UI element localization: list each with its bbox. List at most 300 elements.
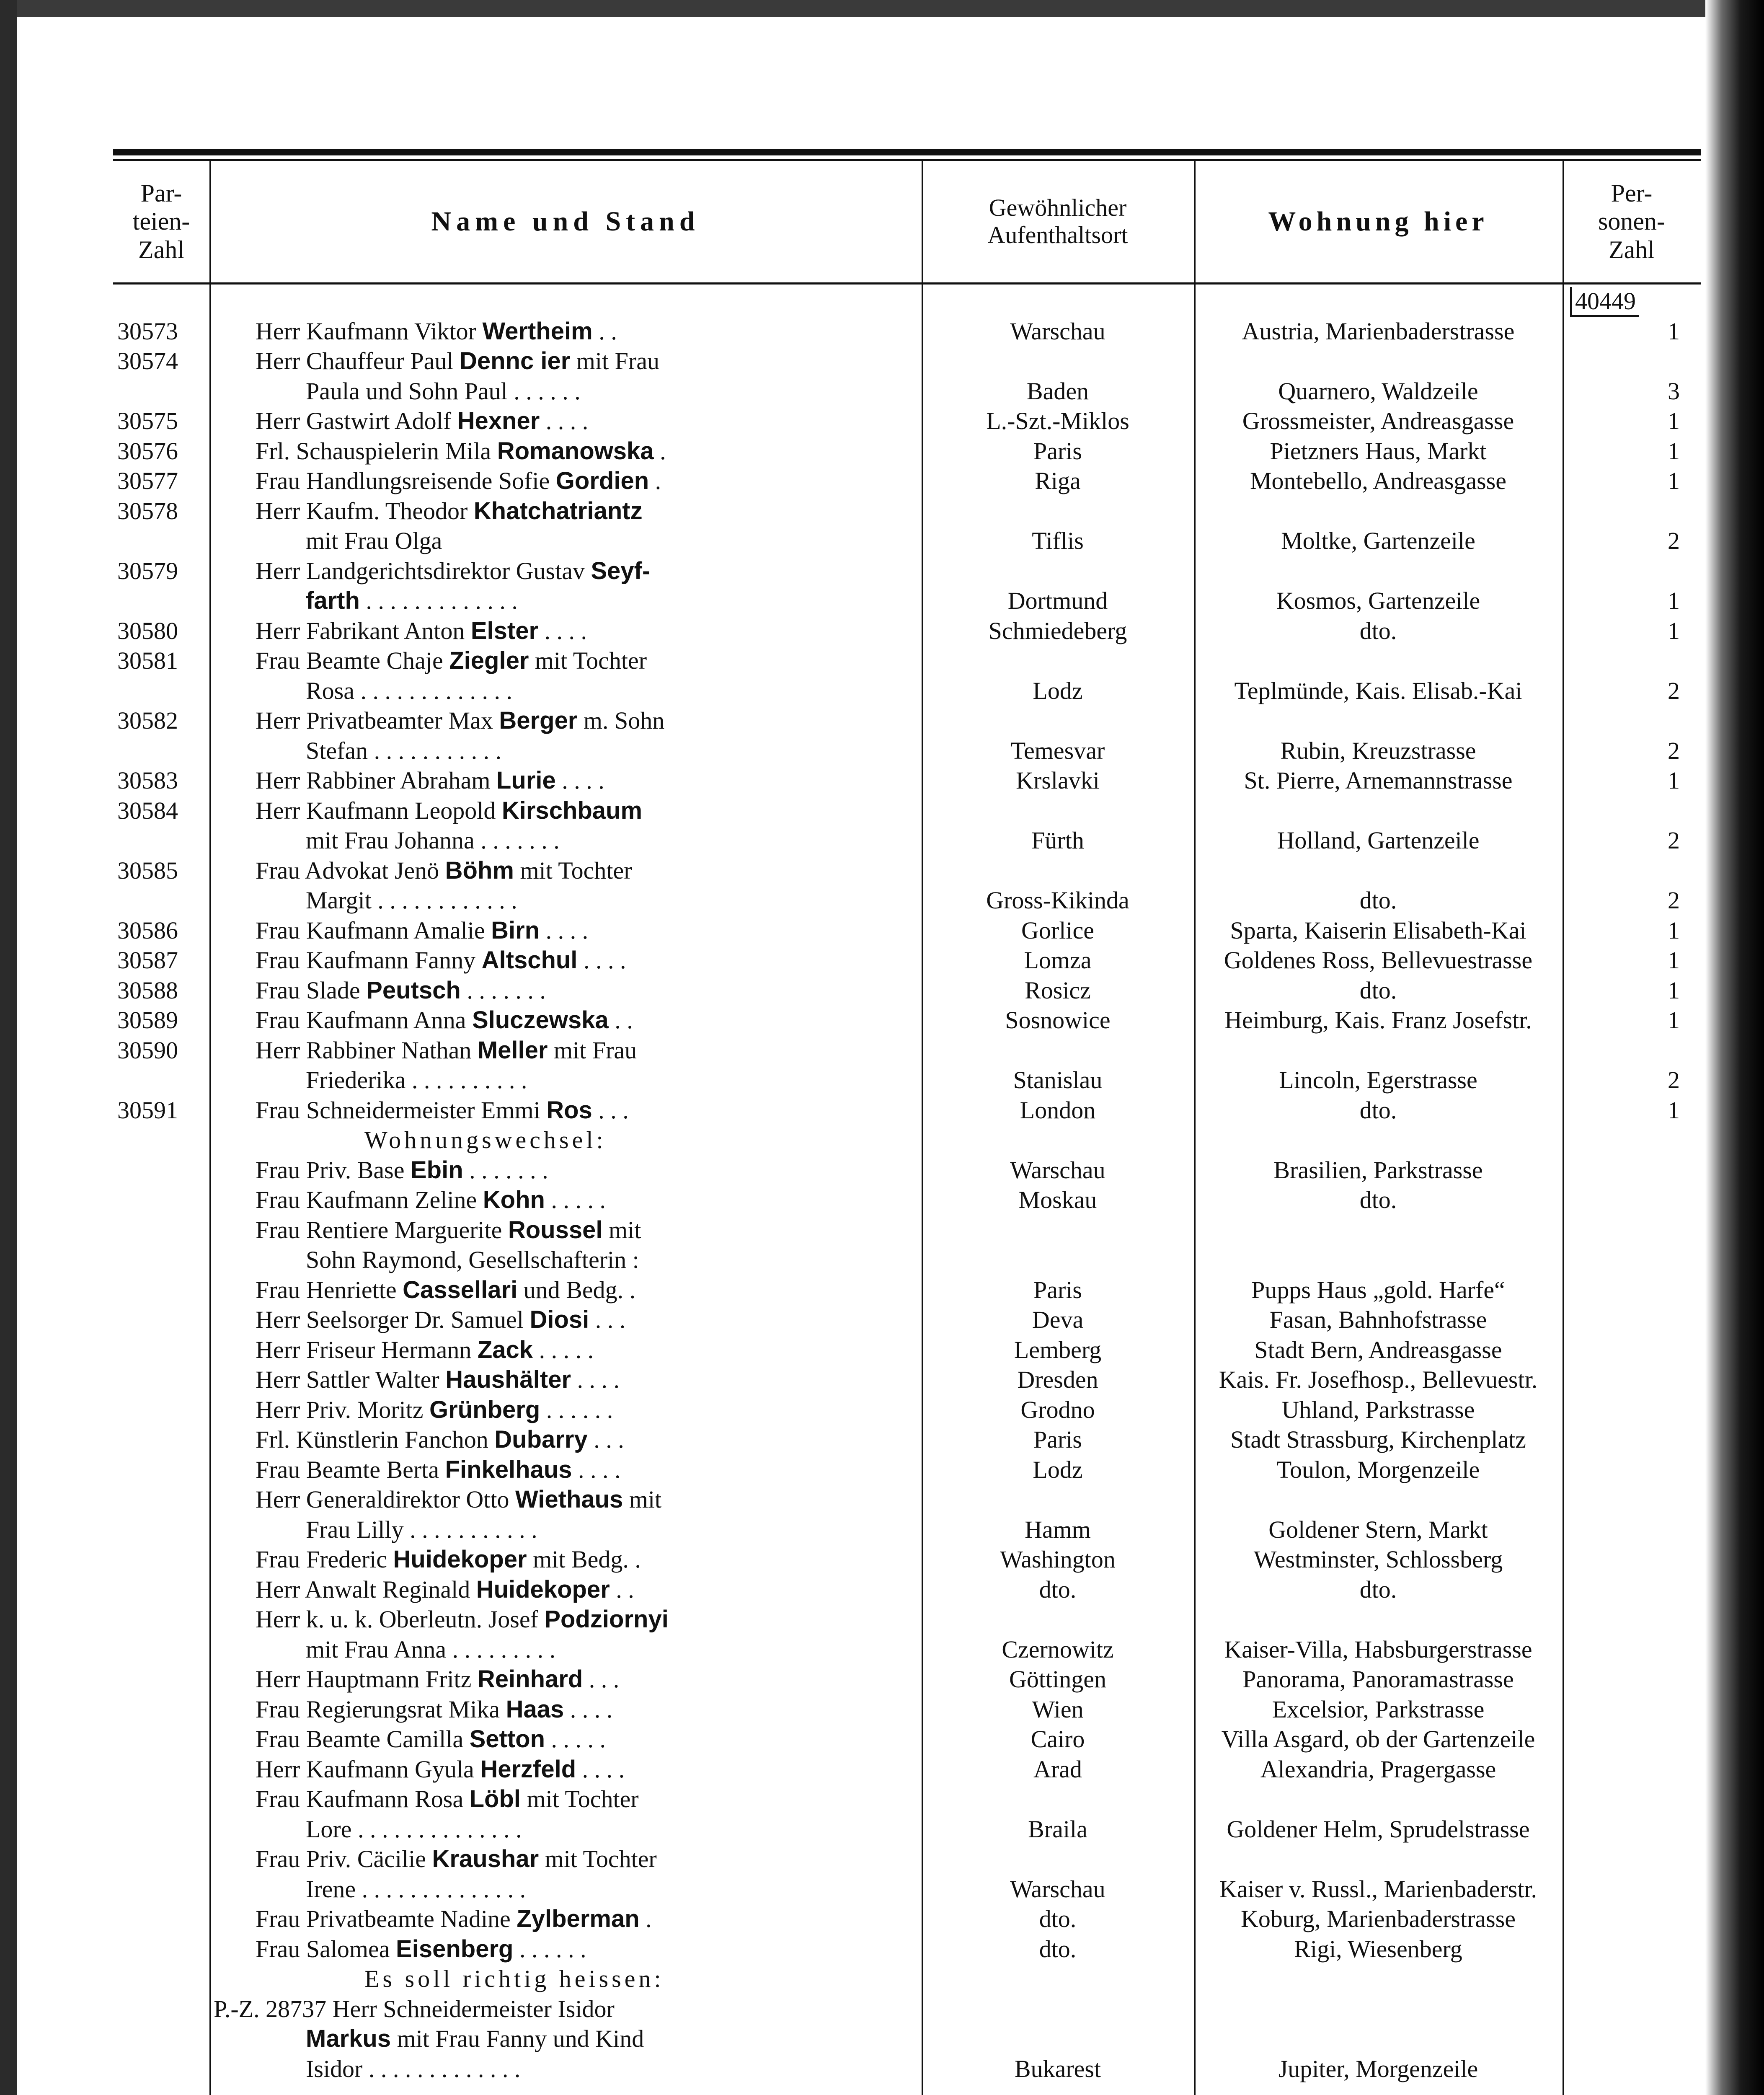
person-count: 1: [1668, 407, 1680, 435]
person-count: 2: [1668, 887, 1680, 914]
usual-residence: Dortmund: [1007, 587, 1108, 614]
table-row: [113, 734, 1701, 764]
table-row: [113, 1273, 1701, 1304]
lodging-address: Kosmos, Gartenzeile: [1276, 587, 1480, 614]
name-text: mit Frau Johanna . . . . . . .: [306, 827, 560, 854]
name-text: Frau Beamte Camilla: [256, 1725, 470, 1753]
name-text: Frau Regierungsrat Mika: [256, 1695, 506, 1723]
lodging-address: Pietzners Haus, Markt: [1270, 437, 1487, 465]
usual-residence: Riga: [1035, 467, 1081, 494]
person-count: 2: [1668, 527, 1680, 554]
name-text: Herr Privatbeamter Max: [256, 707, 499, 734]
lodging-address: Stadt Strassburg, Kirchenplatz: [1230, 1426, 1526, 1453]
name-and-status: [256, 1605, 669, 1633]
name-text: Frau Lilly . . . . . . . . . . .: [306, 1516, 537, 1543]
name-text: Herr Generaldirektor Otto: [256, 1486, 516, 1513]
surname: Huidekoper: [476, 1575, 610, 1603]
name-text: Sohn Raymond, Gesellschafterin :: [306, 1246, 639, 1273]
name-text: Frl. Künstlerin Fanchon: [256, 1426, 495, 1453]
lodging-address: Montebello, Andreasgasse: [1250, 467, 1507, 494]
name-text: Frau Slade: [256, 976, 367, 1004]
surname: Sluczewska: [472, 1006, 609, 1034]
usual-residence: Arad: [1033, 1755, 1082, 1783]
usual-residence: Moskau: [1018, 1186, 1097, 1213]
register-page: [113, 149, 1701, 2095]
lodging-address: dto.: [1359, 887, 1397, 914]
surname: Wertheim: [482, 317, 593, 345]
party-number: 30586: [117, 916, 178, 944]
usual-residence: Lodz: [1033, 677, 1083, 704]
lodging-address: Rigi, Wiesenberg: [1294, 1935, 1462, 1963]
name-text: Herr Landgerichtsdirektor Gustav: [256, 557, 591, 585]
header-divider: [1563, 161, 1564, 282]
header-person-count: [1563, 161, 1701, 282]
surname: Diosi: [529, 1306, 589, 1333]
surname: Khatchatriantz: [473, 497, 643, 525]
name-and-status: [256, 1755, 625, 1783]
surname: Haushälter: [445, 1366, 571, 1393]
surname: Berger: [499, 707, 578, 734]
surname: Cassellari: [403, 1276, 518, 1304]
header-party-number-label: Par- teien- Zahl: [132, 179, 190, 264]
person-count: 3: [1668, 377, 1680, 405]
name-text: P.-Z. 28737 Herr Schneidermeister Isidor: [214, 1995, 615, 2023]
name-and-status: [256, 1216, 641, 1244]
surname: Huidekoper: [393, 1546, 527, 1573]
name-suffix: . . . . . . .: [463, 1156, 548, 1184]
lodging-address: Quarnero, Waldzeile: [1278, 377, 1478, 405]
name-text: Frau Priv. Base: [256, 1156, 411, 1184]
table-row: [113, 644, 1701, 674]
name-suffix: mit Frau: [548, 1036, 637, 1064]
name-text: Paula und Sohn Paul . . . . . .: [306, 377, 581, 405]
usual-residence: Krslavki: [1016, 767, 1100, 794]
name-text: Rosa . . . . . . . . . . . . .: [306, 677, 512, 704]
name-and-status: [256, 1336, 594, 1364]
table-row: [113, 1603, 1701, 1633]
table-row: [113, 944, 1701, 974]
section-heading: Wohnungswechsel:: [364, 1126, 607, 1154]
name-and-status: [256, 1006, 633, 1034]
name-suffix: . . .: [587, 1426, 624, 1453]
table-row: [113, 1453, 1701, 1483]
carry-total-row: [113, 285, 1701, 315]
table-row: [113, 1842, 1701, 1873]
name-and-status: [256, 497, 643, 525]
header-divider: [209, 161, 211, 282]
carry-total: 40449: [1570, 287, 1639, 317]
header-name-status-label: Name und Stand: [431, 206, 700, 237]
name-text: Herr Anwalt Reginald: [256, 1575, 476, 1603]
party-number: 30580: [117, 617, 178, 644]
table-row: [113, 1543, 1701, 1573]
lodging-address: dto.: [1359, 1186, 1397, 1213]
usual-residence: Tiflis: [1032, 527, 1084, 554]
header-lodging-here: [1194, 161, 1563, 282]
name-text: Lore . . . . . . . . . . . . . .: [306, 1815, 522, 1843]
name-suffix: . . . .: [571, 1366, 620, 1393]
party-number: 30581: [117, 647, 178, 674]
name-and-status: [256, 317, 617, 345]
surname: Markus: [306, 2025, 391, 2052]
table-row: [113, 1154, 1701, 1184]
name-and-status: [214, 1995, 615, 2023]
person-count: 1: [1668, 317, 1680, 345]
table-row: [113, 1753, 1701, 1783]
name-text: Herr Chauffeur Paul: [256, 347, 460, 375]
name-text: Herr Kaufmann Viktor: [256, 317, 483, 345]
name-suffix: . . . . .: [545, 1186, 606, 1213]
table-row: [113, 315, 1701, 345]
lodging-address: Moltke, Gartenzeile: [1281, 527, 1475, 554]
table-row: [113, 584, 1701, 614]
table-row: [113, 614, 1701, 644]
usual-residence: Rosicz: [1025, 976, 1091, 1004]
name-suffix: . . . . . . .: [460, 976, 546, 1004]
name-and-status: [256, 1096, 629, 1124]
name-and-status: [306, 826, 560, 854]
name-suffix: . . . . .: [533, 1336, 594, 1363]
name-text: Frl. Schauspielerin Mila: [256, 437, 497, 465]
lodging-address: Kaiser v. Russl., Marienbaderstr.: [1219, 1875, 1537, 1903]
scan-edge-right: [1705, 0, 1764, 2095]
name-and-status: [306, 886, 517, 914]
table-row: [113, 1573, 1701, 1603]
lodging-address: Pupps Haus „gold. Harfe“: [1251, 1276, 1505, 1304]
table-row: [113, 794, 1701, 824]
usual-residence: Czernowitz: [1002, 1635, 1114, 1663]
table-row: [113, 1034, 1701, 1064]
lodging-address: dto.: [1359, 617, 1397, 644]
name-and-status: [256, 946, 626, 974]
name-text: mit Frau Olga: [306, 527, 442, 554]
usual-residence: Hamm: [1025, 1516, 1091, 1543]
table-row: [113, 1243, 1701, 1273]
party-number: 30578: [117, 497, 178, 525]
surname: Eisenberg: [396, 1935, 514, 1963]
name-and-status: [256, 1485, 661, 1513]
name-text: Herr Seelsorger Dr. Samuel: [256, 1306, 530, 1333]
lodging-address: Grossmeister, Andreasgasse: [1242, 407, 1514, 435]
table-row: [113, 914, 1701, 944]
table-row: [113, 1004, 1701, 1034]
table-row: [113, 1303, 1701, 1333]
surname: Elster: [470, 617, 539, 644]
lodging-address: Kaiser-Villa, Habsburgerstrasse: [1224, 1635, 1532, 1663]
surname: Dennc ier: [459, 347, 571, 375]
name-suffix: mit Tochter: [514, 856, 632, 884]
party-number: 30579: [117, 557, 178, 585]
party-number: 30577: [117, 467, 178, 494]
surname: Podziornyi: [544, 1606, 669, 1633]
lodging-address: Alexandria, Pragergasse: [1260, 1755, 1496, 1783]
table-row: [113, 1063, 1701, 1094]
lodging-address: Sparta, Kaiserin Elisabeth-Kai: [1230, 916, 1526, 944]
surname: Romanowska: [497, 437, 654, 465]
name-text: Frau Kaufmann Zeline: [256, 1186, 483, 1213]
table-row: [113, 1483, 1701, 1513]
name-suffix: .: [639, 1905, 652, 1932]
usual-residence: dto.: [1039, 1575, 1077, 1603]
name-suffix: mit Frau Fanny und Kind: [391, 2025, 644, 2052]
name-suffix: . . . .: [576, 1755, 625, 1783]
person-count: 1: [1668, 767, 1680, 794]
name-text: Herr Rabbiner Nathan: [256, 1036, 478, 1064]
usual-residence: Sosnowice: [1005, 1006, 1111, 1034]
surname: Dubarry: [494, 1426, 588, 1453]
entry-rows: [113, 315, 1701, 2082]
name-and-status: [306, 587, 518, 615]
name-text: Frau Kaufmann Amalie: [256, 916, 491, 944]
person-count: 1: [1668, 587, 1680, 614]
table-row: [113, 1423, 1701, 1453]
table-row: [113, 435, 1701, 465]
name-and-status: [256, 437, 666, 465]
name-suffix: . .: [608, 1006, 633, 1034]
surname: Meller: [477, 1036, 548, 1064]
lodging-address: dto.: [1359, 1575, 1397, 1603]
name-text: Isidor . . . . . . . . . . . . .: [306, 2055, 521, 2082]
header-person-count-label: Per- sonen- Zahl: [1598, 179, 1665, 264]
name-suffix: mit Frau: [570, 347, 659, 375]
name-suffix: . . .: [583, 1666, 620, 1693]
name-and-status: [256, 1695, 612, 1723]
usual-residence: Paris: [1033, 1426, 1082, 1453]
surname: Kirschbaum: [501, 797, 643, 824]
usual-residence: Gross-Kikinda: [986, 887, 1129, 914]
name-and-status: [256, 766, 604, 794]
surname: Birn: [491, 916, 540, 944]
usual-residence: Warschau: [1010, 1875, 1105, 1903]
name-text: Herr Sattler Walter: [256, 1366, 446, 1393]
name-and-status: [256, 647, 647, 675]
party-number: 30588: [117, 976, 178, 1004]
name-and-status: [256, 1396, 613, 1424]
surname: farth: [306, 587, 360, 614]
name-suffix: . . . .: [572, 1456, 621, 1483]
lodging-address: Stadt Bern, Andreasgasse: [1254, 1336, 1502, 1363]
lodging-address: Westminster, Schlossberg: [1253, 1546, 1503, 1573]
surname: Hexner: [457, 407, 540, 435]
name-and-status: [306, 2025, 644, 2053]
surname: Zylberman: [517, 1905, 640, 1932]
name-suffix: . . . . .: [545, 1725, 606, 1753]
person-count: 1: [1668, 916, 1680, 944]
party-number: 30587: [117, 947, 178, 974]
usual-residence: Gorlice: [1021, 916, 1094, 944]
party-number: 30585: [117, 856, 178, 884]
name-and-status: [256, 976, 546, 1004]
party-number: 30584: [117, 797, 178, 824]
usual-residence: Bukarest: [1014, 2055, 1101, 2082]
lodging-address: St. Pierre, Arnemannstrasse: [1244, 767, 1513, 794]
name-and-status: [306, 2055, 520, 2083]
lodging-address: Kais. Fr. Josefhosp., Bellevuestr.: [1219, 1366, 1538, 1393]
table-row: [113, 1693, 1701, 1723]
name-and-status: [256, 1545, 641, 1573]
name-text: Herr Priv. Moritz: [256, 1396, 430, 1423]
party-number: 30576: [117, 437, 178, 465]
table-row: [113, 1094, 1701, 1124]
header-divider: [1194, 161, 1196, 282]
table-row: [113, 764, 1701, 794]
surname: Ziegler: [449, 647, 529, 674]
lodging-address: Brasilien, Parkstrasse: [1273, 1156, 1483, 1184]
name-and-status: [256, 1156, 548, 1184]
header-name-status: [209, 161, 922, 282]
usual-residence: L.-Szt.-Miklos: [986, 407, 1129, 435]
name-text: Frau Rentiere Marguerite: [256, 1216, 508, 1244]
usual-residence: Lodz: [1033, 1456, 1083, 1483]
name-text: Frau Salomea: [256, 1935, 396, 1963]
party-number: 30575: [117, 407, 178, 435]
name-and-status: [256, 706, 664, 735]
table-row: [113, 974, 1701, 1004]
lodging-address: Heimburg, Kais. Franz Josefstr.: [1224, 1006, 1532, 1034]
usual-residence: Warschau: [1010, 1156, 1105, 1184]
name-and-status: [256, 797, 642, 825]
usual-residence: Braila: [1028, 1815, 1087, 1843]
lodging-address: Jupiter, Morgenzeile: [1278, 2055, 1478, 2082]
name-suffix: . .: [610, 1575, 634, 1603]
name-suffix: . . . .: [577, 947, 626, 974]
name-suffix: mit: [602, 1216, 641, 1244]
name-suffix: mit Tochter: [529, 647, 647, 674]
person-count: 1: [1668, 617, 1680, 644]
name-and-status: [256, 856, 632, 885]
name-and-status: [256, 1845, 657, 1873]
name-suffix: . . . . . .: [540, 1396, 613, 1423]
person-count: 1: [1668, 437, 1680, 465]
name-suffix: . . . .: [555, 767, 604, 794]
header-usual-residence: [922, 161, 1194, 282]
header-divider: [922, 161, 923, 282]
name-text: Herr Kaufmann Gyula: [256, 1755, 480, 1783]
lodging-address: Goldener Stern, Markt: [1268, 1516, 1488, 1543]
name-suffix: . .: [592, 317, 617, 345]
person-count: 2: [1668, 737, 1680, 764]
name-suffix: m. Sohn: [577, 707, 665, 734]
name-and-status: [256, 557, 650, 585]
surname: Ebin: [410, 1156, 463, 1184]
name-suffix: . . . .: [540, 407, 589, 435]
table-row: [113, 1992, 1701, 2023]
table-row: [113, 1723, 1701, 1753]
name-and-status: [256, 1366, 620, 1394]
usual-residence: Deva: [1032, 1306, 1084, 1333]
lodging-address: Panorama, Panoramastrasse: [1242, 1666, 1514, 1693]
lodging-address: Teplmünde, Kais. Elisab.-Kai: [1234, 677, 1522, 704]
name-text: Irene . . . . . . . . . . . . . .: [306, 1875, 526, 1903]
name-suffix: mit Tochter: [539, 1845, 657, 1873]
name-suffix: . . . .: [540, 916, 589, 944]
person-count: 1: [1668, 467, 1680, 494]
name-text: Herr Gastwirt Adolf: [256, 407, 457, 435]
name-suffix: . . . .: [564, 1695, 613, 1723]
usual-residence: Paris: [1033, 437, 1082, 465]
name-text: Frau Kaufmann Fanny: [256, 947, 482, 974]
name-and-status: [256, 1276, 635, 1304]
name-text: Herr Kaufmann Leopold: [256, 797, 502, 824]
table-row: [113, 1782, 1701, 1813]
table-row: [113, 524, 1701, 554]
lodging-address: dto.: [1359, 976, 1397, 1004]
name-and-status: [306, 1815, 522, 1843]
surname: Böhm: [445, 856, 514, 884]
usual-residence: Washington: [1000, 1546, 1116, 1573]
name-suffix: . . . . . .: [513, 1935, 586, 1963]
name-text: Frau Frederic: [256, 1546, 393, 1573]
table-row: [113, 824, 1701, 854]
person-count: 2: [1668, 1066, 1680, 1094]
name-text: Friederika . . . . . . . . . .: [306, 1066, 527, 1094]
table-row: [113, 884, 1701, 914]
surname: Kraushar: [432, 1845, 539, 1873]
name-and-status: [256, 1905, 652, 1933]
table-row: [113, 2022, 1701, 2052]
usual-residence: Dresden: [1017, 1366, 1098, 1393]
surname: Setton: [469, 1725, 545, 1753]
name-and-status: [306, 1875, 526, 1903]
table-row: [113, 1932, 1701, 1963]
party-number: 30589: [117, 1006, 178, 1034]
name-suffix: . . . .: [538, 617, 587, 644]
name-and-status: [256, 1425, 624, 1454]
table-row: [113, 1873, 1701, 1903]
name-suffix: .: [649, 467, 661, 494]
top-rule: [113, 149, 1701, 155]
name-and-status: [306, 1246, 639, 1274]
name-and-status: [256, 1665, 619, 1693]
usual-residence: Lomza: [1024, 947, 1092, 974]
table-row: [113, 1333, 1701, 1363]
name-text: Herr Hauptmann Fritz: [256, 1666, 478, 1693]
table-row: [113, 1183, 1701, 1213]
name-and-status: [256, 407, 588, 435]
header-lodging-here-label: Wohnung hier: [1268, 206, 1488, 237]
name-text: Herr Friseur Hermann: [256, 1336, 478, 1363]
name-text: Frau Beamte Chaje: [256, 647, 449, 674]
name-and-status: [256, 1036, 637, 1064]
surname: Ros: [546, 1096, 592, 1124]
name-suffix: . . .: [589, 1306, 626, 1333]
name-and-status: [256, 1456, 621, 1484]
name-suffix: mit: [623, 1486, 662, 1513]
person-count: 1: [1668, 1006, 1680, 1034]
person-count: 2: [1668, 827, 1680, 854]
lodging-address: Toulon, Morgenzeile: [1276, 1456, 1480, 1483]
name-text: Herr Kaufm. Theodor: [256, 497, 474, 525]
surname: Roussel: [508, 1216, 603, 1244]
name-text: Frau Kaufmann Anna: [256, 1006, 473, 1034]
name-suffix: und Bedg. .: [517, 1276, 636, 1304]
lodging-address: Koburg, Marienbaderstrasse: [1240, 1905, 1516, 1932]
name-text: Frau Kaufmann Rosa: [256, 1785, 470, 1813]
table-row: [113, 554, 1701, 585]
name-and-status: [256, 617, 587, 645]
table-row: [113, 674, 1701, 704]
usual-residence: Paris: [1033, 1276, 1082, 1304]
surname: Reinhard: [477, 1666, 583, 1693]
name-suffix: . . .: [592, 1096, 629, 1124]
lodging-address: Holland, Gartenzeile: [1277, 827, 1480, 854]
name-and-status: [256, 1725, 606, 1753]
section-heading-row: [113, 1123, 1701, 1154]
surname: Finkelhaus: [445, 1456, 572, 1483]
table-row: [113, 494, 1701, 525]
surname: Haas: [506, 1695, 564, 1723]
surname: Herzfeld: [480, 1755, 576, 1783]
